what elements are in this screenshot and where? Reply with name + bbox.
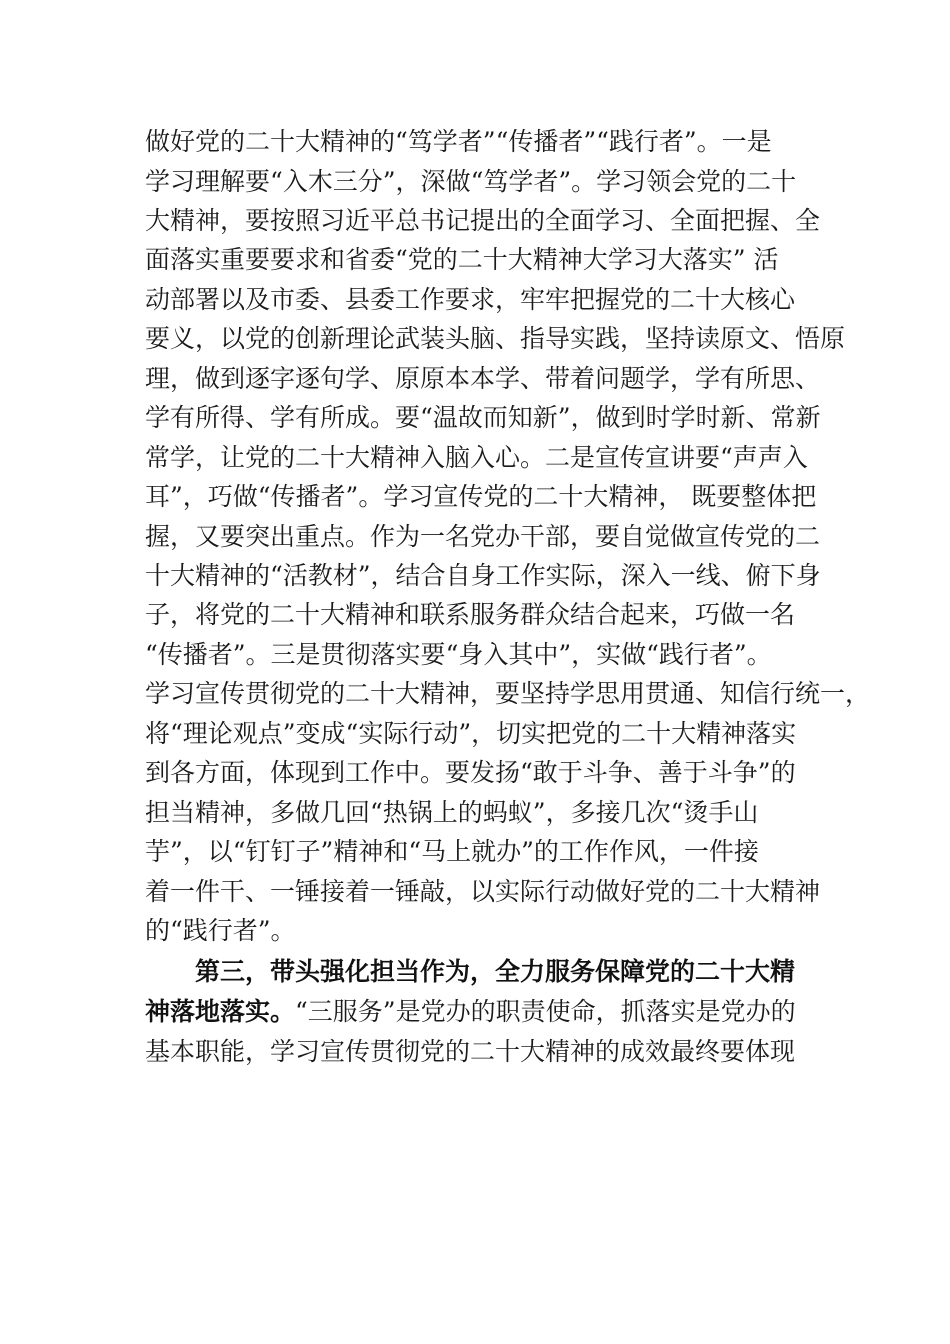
section-heading-continuation: 神落地落实。 — [145, 997, 296, 1026]
body-text-line: “传播者”。三是贯彻落实要“身入其中”，实做“践行者”。 — [145, 640, 772, 669]
section-heading: 第三，带头强化担当作为，全力服务保障党的二十大精 — [195, 957, 796, 986]
body-text-line: 常学，让党的二十大精神入脑入心。二是宣传宣讲要“声声入 — [145, 443, 808, 472]
body-text-line: 学习理解要“入木三分”，深做“笃学者”。学习领会党的二十 — [145, 167, 797, 196]
body-text-line: 子，将党的二十大精神和联系服务群众结合起来，巧做一名 — [145, 600, 796, 629]
body-text-line — [145, 997, 796, 1027]
body-text-line: 做好党的二十大精神的“笃学者”“传播者”“践行者”。一是 — [145, 127, 772, 156]
body-text-line: 耳”，巧做“传播者”。学习宣传党的二十大精神， 既要整体把 — [145, 482, 817, 511]
body-text-line: 动部署以及市委、县委工作要求，牢牢把握党的二十大核心 — [145, 285, 796, 314]
body-text-line: 面落实重要要求和省委“党的二十大精神大学习大落实” 活 — [145, 245, 779, 274]
body-text-line: 担当精神，多做几回“热锅上的蚂蚁”，多接几次“烫手山 — [145, 798, 759, 827]
body-text-line: 理，做到逐字逐句学、原原本本学、带着问题学，学有所思、 — [145, 364, 821, 393]
body-text-line: 十大精神的“活教材”，结合自身工作实际，深入一线、俯下身 — [145, 561, 821, 590]
body-text-line: 学习宣传贯彻党的二十大精神，要坚持学思用贯通、知信行统一， — [145, 679, 871, 708]
body-text-line: 大精神，要按照习近平总书记提出的全面学习、全面把握、全 — [145, 206, 821, 235]
body-text-line: 到各方面，体现到工作中。要发扬“敢于斗争、善于斗争”的 — [145, 758, 796, 787]
body-text-line: 着一件干、一锤接着一锤敲，以实际行动做好党的二十大精神 — [145, 877, 821, 906]
body-text-line: 要义，以党的创新理论武装头脑、指导实践，坚持读原文、悟原 — [145, 324, 846, 353]
body-text-line: 芋”，以“钉钉子”精神和“马上就办”的工作作风，一件接 — [145, 837, 759, 866]
body-text-span: “三服务”是党办的职责使命，抓落实是党办的 — [295, 997, 796, 1026]
body-text-line: 将“理论观点”变成“实际行动”，切实把党的二十大精神落实 — [145, 719, 797, 748]
body-text-line: 基本职能，学习宣传贯彻党的二十大精神的成效最终要体现 — [145, 1037, 796, 1066]
body-text-line: 学有所得、学有所成。要“温故而知新”，做到时学时新、常新 — [145, 403, 821, 432]
body-text-line: 的“践行者”。 — [145, 916, 296, 945]
body-text-line: 握，又要突出重点。作为一名党办干部，要自觉做宣传党的二 — [145, 522, 821, 551]
